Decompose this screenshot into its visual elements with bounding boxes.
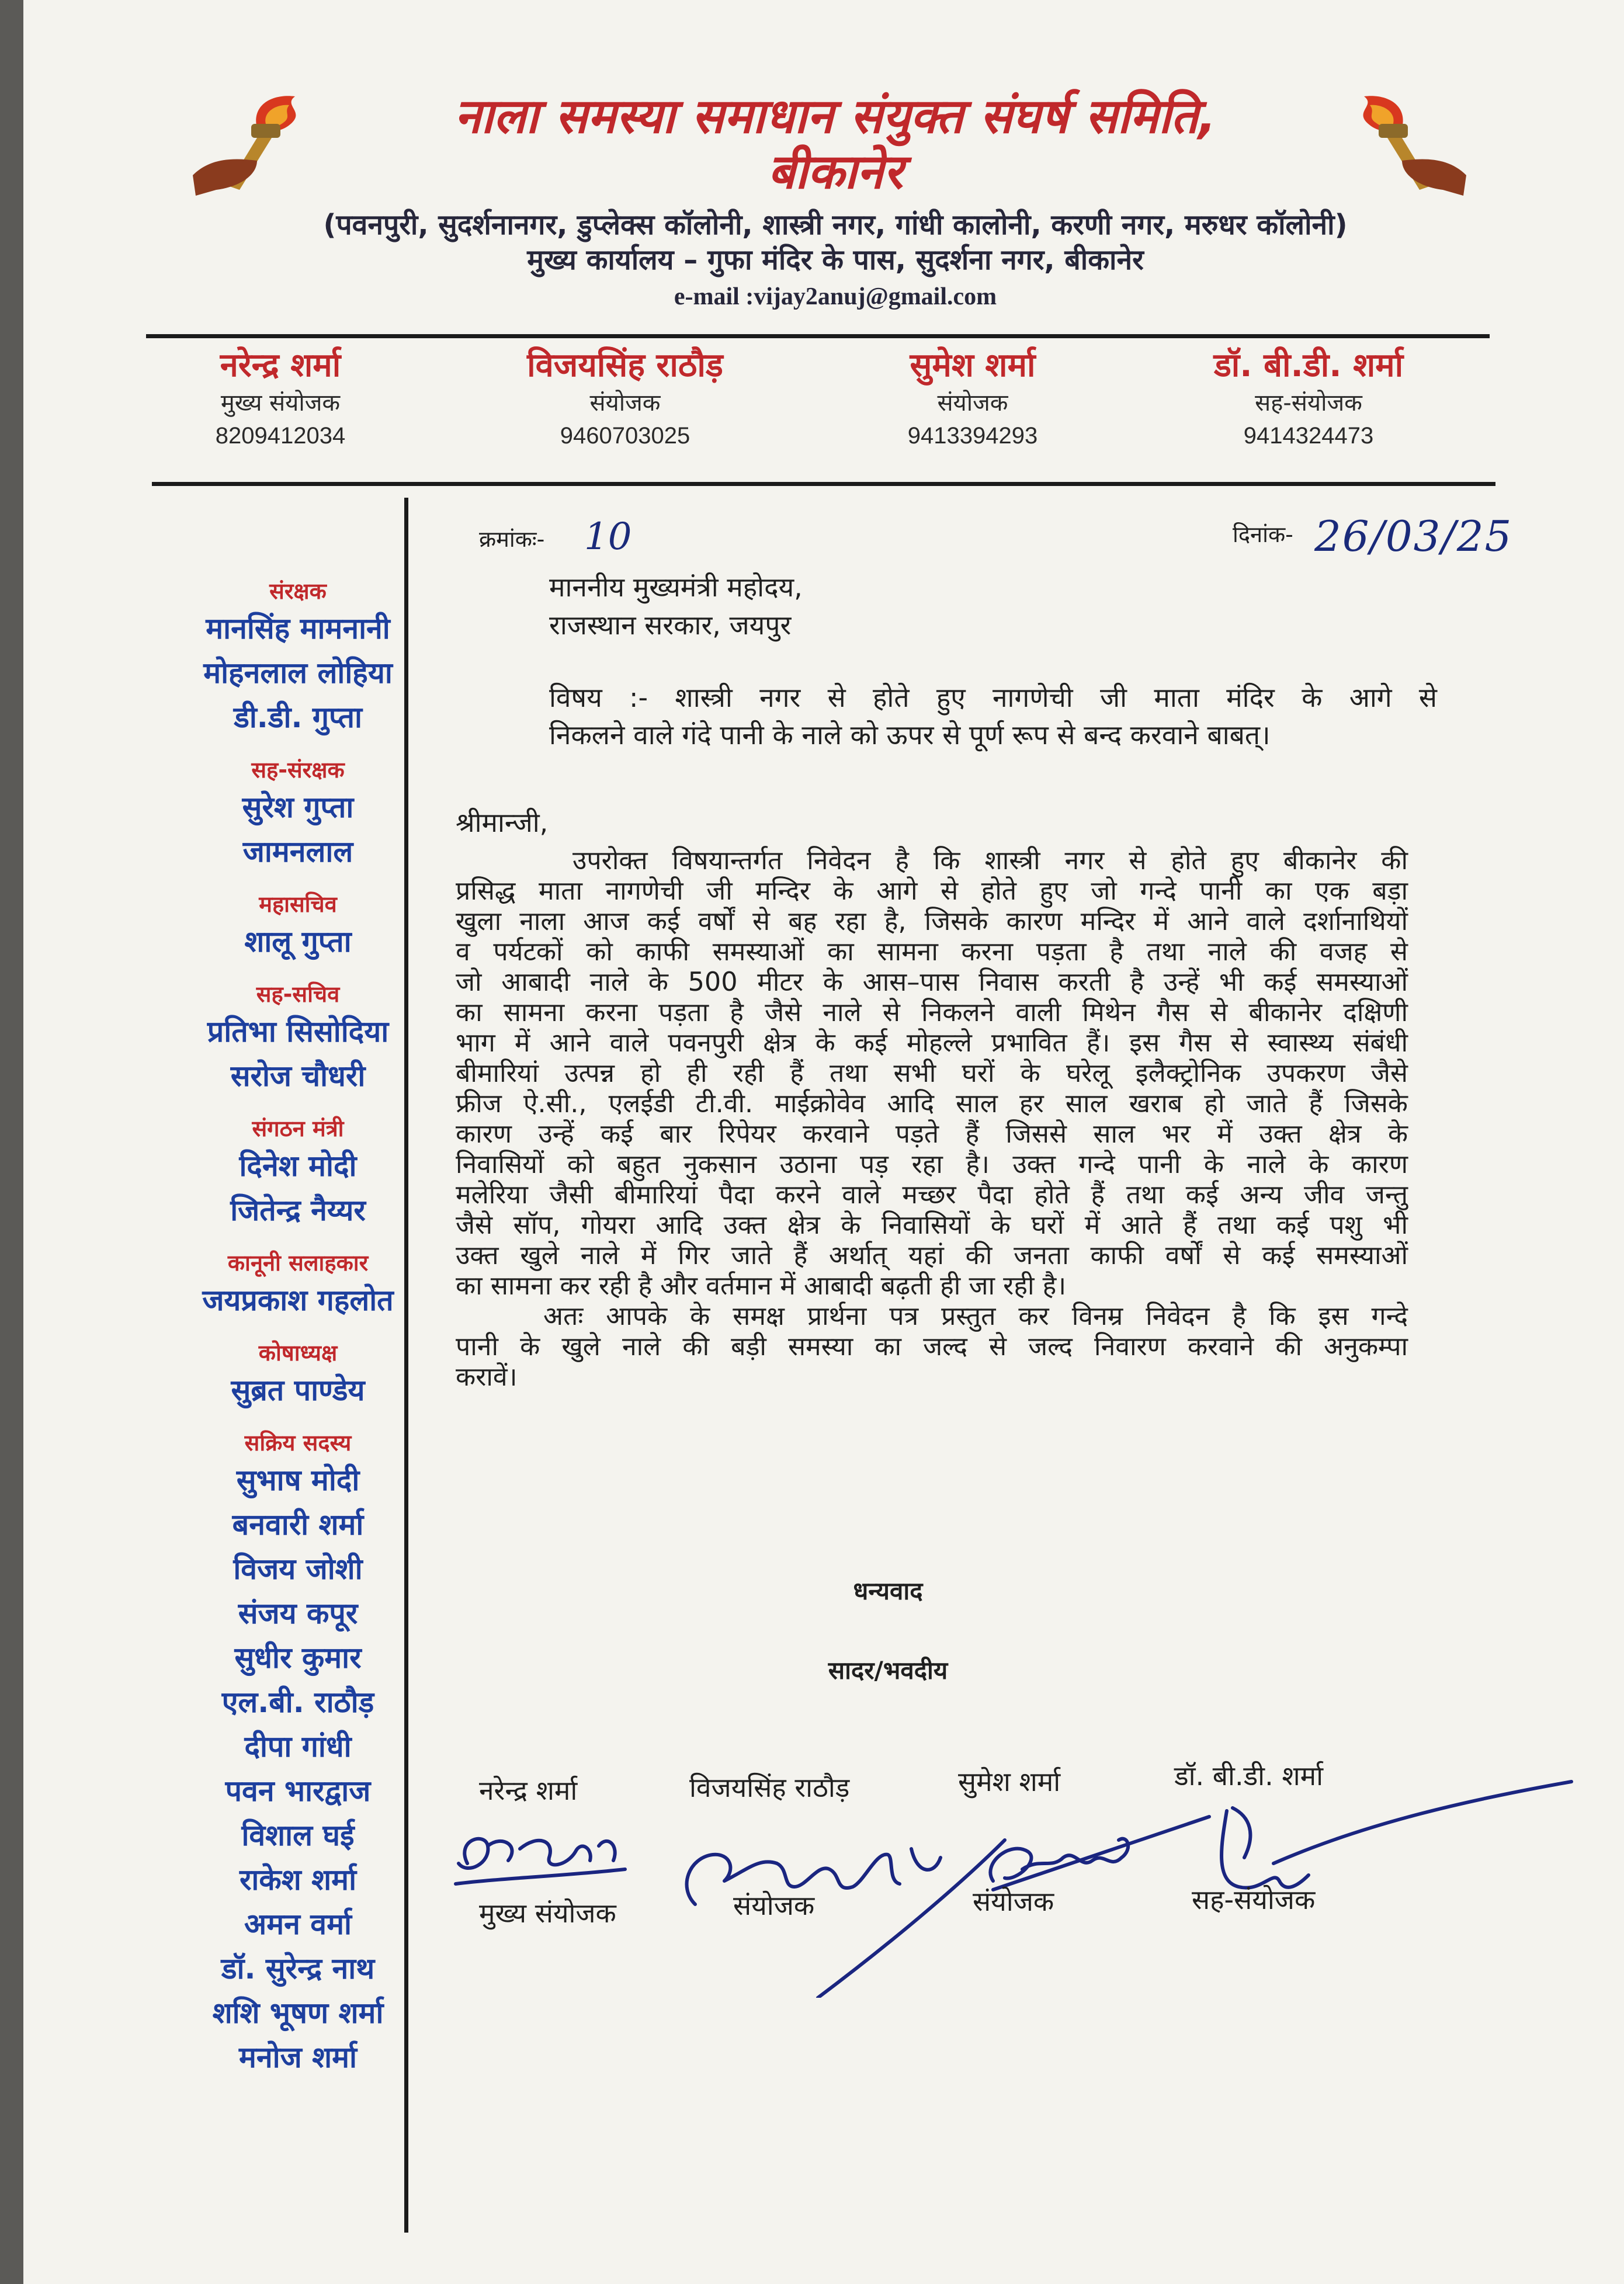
officer-1 [117,345,444,452]
letter-body [456,846,1408,1393]
reference-number: 10 [584,515,632,558]
sidebar-heading: सक्रिय सदस्य [244,1430,352,1456]
body-line: जैसे सॉप, गोयरा आदि उक्त क्षेत्र के निवासियों के घरों में आते हैं तथा कई पशु भी [456,1210,1408,1240]
signatory-name: विजयसिंह राठौड़ [689,1772,850,1803]
sidebar-member: मानसिंह मामनानी [206,612,390,645]
body-line: का सामना करना पड़ता है जैसे नाले से निकलने वाली मिथेन गैस से बीकानेर दक्षिणी [456,998,1408,1028]
body-line: करावें। [456,1362,518,1392]
body-line: अतः आपके के समक्ष प्रार्थना पत्र प्रस्तुत कर विनम्र निवेदन है कि इस गन्दे [543,1301,1408,1331]
sidebar-member: मनोज शर्मा [239,2040,357,2074]
sidebar-member: बनवारी शर्मा [232,1508,364,1542]
sidebar-member: सुब्रत पाण्डेय [231,1373,365,1407]
body-line: जो आबादी नाले के 500 मीटर के आस–पास निवास करती है उन्हें भी कई समस्याओं [456,967,1408,997]
handwritten-signatures [432,1752,1577,1998]
org-title-line1: नाला समस्या समाधान संयुक्त संघर्ष समिति, [454,89,1217,144]
officer-phone: 8209412034 [215,423,346,449]
signatory-name: डॉ. बी.डी. शर्मा [1174,1760,1324,1792]
sidebar-member: विशाल घई [241,1818,355,1852]
subject-line: निकलने वाले गंदे पानी के नाले को ऊपर से पूर्ण रूप से बन्द करवाने बाबत्। [549,719,1271,751]
sidebar-member: राकेश शर्मा [239,1863,357,1897]
signature-4 [1222,1782,1571,1888]
sidebar-member: अमन वर्मा [244,1907,352,1941]
body-line: कारण उन्हें कई बार रिपेयर करवाने पड़ते हैं जिससे साल भर में उक्त क्षेत्र के [456,1119,1408,1149]
signatory-role: मुख्य संयोजक [479,1897,616,1929]
sidebar-heading: कोषाध्यक्ष [258,1340,338,1366]
office-address: मुख्य कार्यालय – गुफा मंदिर के पास, सुदर्शना नगर, बीकानेर [527,244,1144,276]
covered-areas: (पवनपुरी, सुदर्शनानगर, डुप्लेक्स कॉलोनी, शास्त्री नगर, गांधी कालोनी, करणी नगर, मरुधर कॉलोनी) [323,209,1348,241]
body-line: उक्त खुले नाले में गिर जाते हैं अर्थात् यहां की जनता काफी वर्षों से कई समस्याओं [456,1241,1408,1271]
sidebar-heading: कानूनी सलाहकार [227,1250,369,1276]
sidebar-member: विजय जोशी [233,1552,363,1586]
signature-1 [456,1839,625,1884]
sidebar-heading: संरक्षक [269,578,327,604]
subject-line: विषय :- शास्त्री नगर से होते हुए नागणेची जी माता मंदिर के आगे से [549,682,1437,713]
officer-phone: 9460703025 [560,423,690,449]
thanks-text: धन्यवाद [853,1577,923,1605]
sidebar-member: शशि भूषण शर्मा [212,1996,384,2030]
sidebar-heading: सह-सचिव [256,981,340,1007]
officer-role: संयोजक [589,390,661,416]
signatory-name: सुमेश शर्मा [958,1766,1061,1797]
sidebar-member: सुरेश गुप्ता [242,790,354,824]
committee-sidebar [164,561,432,2080]
body-line: प्रसिद्ध माता नागणेची जी मन्दिर के आगे से होते हुए जो गन्दे पानी का एक बड़ा [456,876,1408,906]
sidebar-member: सुधीर कुमार [234,1641,362,1675]
sidebar-member: मोहनलाल लोहिया [203,656,393,690]
contact-email: e-mail :vijay2anuj@gmail.com [674,283,997,310]
sidebar-member: दिनेश मोदी [239,1149,357,1183]
sidebar-member: संजय कपूर [238,1596,358,1630]
body-line: व पर्यटकों को काफी समस्याओं का सामना करना पड़ता है तथा नाले की वजह से [456,937,1408,967]
body-line: बीमारियां उत्पन्न हो ही रही हैं तथा सभी घरों के घरेलू इलैक्ट्रोनिक उपकरण जैसे [456,1058,1408,1088]
sidebar-member: जितेन्द्र नैय्यर [230,1193,366,1227]
body-line: भाग में आने वाले पवनपुरी क्षेत्र के कई मोहल्ले प्रभावित हैं। इस गैस से स्वास्थ्य संबंधी [456,1028,1408,1058]
officer-name: नरेन्द्र शर्मा [220,346,341,384]
sidebar-member: डी.डी. गुप्ता [234,700,362,734]
officer-phone: 9414324473 [1243,423,1374,449]
sidebar-member: प्रतिभा सिसोदिया [207,1015,389,1049]
officer-role: मुख्य संयोजक [220,390,341,416]
addressee-line2: राजस्थान सरकार, जयपुर [549,609,792,641]
header-divider-top [146,334,1490,338]
sidebar-member: सुभाष मोदी [236,1463,360,1497]
header-divider-bottom [152,482,1495,486]
sidebar-member: सरोज चौधरी [230,1059,366,1093]
salutation: श्रीमान्जी, [456,807,549,838]
letter-paper [23,0,1624,2284]
closing-text: सादर/भवदीय [828,1656,948,1685]
officer-name: डॉ. बी.डी. शर्मा [1213,346,1404,384]
sidebar-member: डॉ. सुरेन्द्र नाथ [221,1952,375,1986]
sidebar-member: पवन भारद्वाज [225,1774,371,1808]
sidebar-member: एल.बी. राठौड़ [221,1685,374,1719]
sidebar-member: जामनलाल [242,835,353,869]
sidebar-member: दीपा गांधी [244,1730,352,1764]
torch-logo-right-icon [1338,88,1490,204]
body-line: फ्रीज ऐ.सी., एलईडी टी.वी. माईक्रोवेव आदि साल हर साल खराब हो जाते हैं जिसके [456,1089,1408,1119]
signatory-role: संयोजक [973,1886,1054,1917]
sidebar-heading: महासचिव [259,891,337,917]
signature-line-2 [818,1840,1005,1998]
officer-name: विजयसिंह राठौड़ [527,346,723,384]
officer-2 [461,345,789,452]
reference-label: क्रमांकः- [479,526,545,552]
addressee-line1: माननीय मुख्यमंत्री महोदय, [549,571,803,603]
handwritten-date: 26/03/25 [1314,512,1513,561]
body-line: निवासियों को बहुत नुकसान उठाना पड़ रहा है। उक्त गन्दे पानी के नाले के कारण [456,1150,1408,1179]
signature-3 [990,1817,1209,1890]
sidebar-member: जयप्रकाश गहलोत [202,1283,394,1317]
officer-role: सह-संयोजक [1255,390,1362,416]
signatory-role: सह-संयोजक [1192,1884,1316,1915]
body-line: का सामना कर रही है और वर्तमान में आबादी बढ़ती ही जा रही है। [456,1271,1067,1301]
officer-3 [809,345,1136,452]
signatory-name: नरेन्द्र शर्मा [479,1775,578,1806]
sidebar-member: शालू गुप्ता [244,925,352,959]
signatory-role: संयोजक [733,1890,815,1921]
torch-logo-left-icon [169,88,321,204]
officer-phone: 9413394293 [907,423,1038,449]
body-line: उपरोक्त विषयान्तर्गत निवेदन है कि शास्त्री नगर से होते हुए बीकानेर की [572,846,1408,876]
officer-4 [1145,345,1472,452]
date-label: दिनांक- [1233,522,1293,547]
sidebar-heading: सह-संरक्षक [251,757,345,783]
officer-role: संयोजक [937,390,1008,416]
body-line: पानी के खुले नाले की बड़ी समस्या का जल्द से जल्द निवारण करवाने की अनुकम्पा [456,1332,1408,1362]
letter-subject [549,679,1437,754]
sidebar-heading: संगठन मंत्री [252,1116,344,1141]
org-title-line2: बीकानेर [768,144,903,200]
body-line: मलेरिया जैसी बीमारियां पैदा करने वाले मच्छर पैदा होते हैं तथा कई अन्य जीव जन्तु [456,1180,1408,1210]
body-line: खुला नाला आज कई वर्षों से बह रहा है, जिसके कारण मन्दिर में आने वाले दर्शानाथियों [456,907,1408,936]
officer-name: सुमेश शर्मा [910,346,1036,384]
